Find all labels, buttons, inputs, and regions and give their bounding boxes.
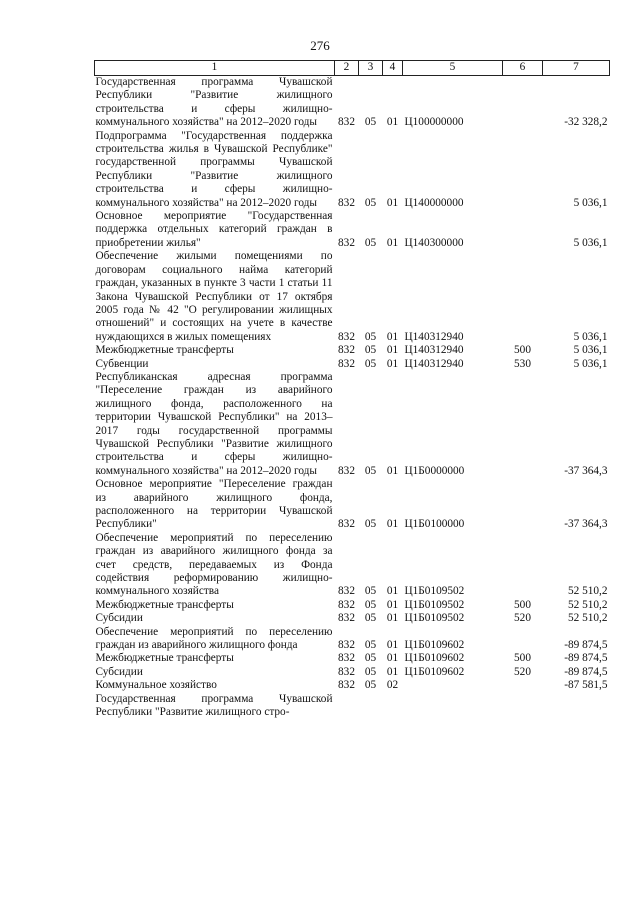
col-header-6: 6: [503, 61, 543, 76]
header-row: [95, 61, 610, 76]
row-amount: -89 874,5: [564, 665, 608, 678]
col-header-5: 5: [403, 61, 503, 76]
row-gov-code: 832: [338, 652, 355, 665]
row-section: 05: [364, 665, 377, 678]
row-amount: -37 364,3: [564, 464, 608, 477]
row-expense-type: [503, 130, 543, 210]
row-gov-code: 832: [338, 464, 355, 477]
row-target-article: Ц1Б0000000: [404, 464, 465, 477]
table-row: [95, 666, 610, 679]
row-amount: -32 328,2: [564, 116, 608, 129]
row-name: Межбюджетные трансферты: [95, 344, 234, 357]
row-name: Обеспечение мероприятий по переселению граждан из аварийного жилищного фонда за счет средств, передаваемых из Фонда содействия реформированию жилищно-коммунального хозяйства: [95, 531, 333, 598]
row-subsection: 01: [386, 652, 399, 665]
row-amount: 5 036,1: [573, 196, 608, 209]
table-header: [95, 61, 610, 76]
row-section: 05: [364, 518, 377, 531]
table-row: [95, 652, 610, 665]
row-gov-code: 832: [338, 679, 355, 692]
row-target-article: [403, 679, 503, 692]
row-subsection: 01: [386, 598, 399, 611]
row-name: Государственная программа Чувашской Республики "Развитие жилищного строительства и сферы жилищно-коммунального хозяйства" на 2012–2020 годы: [95, 76, 333, 129]
row-target-article: Ц1Б0100000: [404, 518, 465, 531]
col-header-4: 4: [383, 61, 403, 76]
row-expense-type: [503, 250, 543, 344]
row-amount: -87 581,5: [564, 679, 608, 692]
table-row: [95, 532, 610, 599]
row-subsection: 01: [386, 518, 399, 531]
row-target-article: Ц140312940: [404, 330, 464, 343]
row-expense-type: 500: [514, 652, 531, 665]
col-header-7: 7: [543, 61, 610, 76]
row-target-article: Ц140300000: [404, 236, 464, 249]
table-row: [95, 612, 610, 625]
table-row: [95, 344, 610, 357]
row-section: 05: [364, 585, 377, 598]
row-gov-code: 832: [338, 116, 355, 129]
row-gov-code: [335, 693, 359, 720]
row-name: Межбюджетные трансферты: [95, 598, 234, 611]
row-subsection: 01: [386, 330, 399, 343]
row-section: 05: [364, 652, 377, 665]
row-subsection: 01: [386, 116, 399, 129]
row-gov-code: 832: [338, 344, 355, 357]
row-name: Обеспечение жилыми помещениями по договорам социального найма категорий граждан, указанных в пункте 3 части 1 статьи 11 Закона Чувашской Республики от 17 октября 2005 года № 42 "О регулировании жилищных отношений" и состоящих на учете в качестве нуждающихся в жилых помещениях: [95, 250, 333, 343]
budget-table: [94, 60, 610, 720]
row-name: Основное мероприятие "Государственная поддержка отдельных категорий граждан в приобретении жилья": [95, 210, 333, 249]
row-name: Субсидии: [95, 665, 143, 678]
row-name: Подпрограмма "Государственная поддержка строительства жилья в Чувашской Республике" государственной программы Чувашской Республики "Развитие жилищного строительства и сферы жилищно-коммунального хозяйства" на 2012–2020 годы: [95, 129, 333, 209]
row-name: Государственная программа Чувашской Республики "Развитие жилищного стро-: [95, 692, 333, 719]
row-section: 05: [364, 236, 377, 249]
col-header-3: 3: [359, 61, 383, 76]
table-row: [95, 130, 610, 210]
row-name: Обеспечение мероприятий по переселению граждан из аварийного жилищного фонда: [95, 625, 333, 652]
row-target-article: Ц1Б0109502: [404, 612, 465, 625]
row-subsection: 02: [386, 679, 399, 692]
row-target-article: Ц1Б0109602: [404, 639, 465, 652]
row-expense-type: [503, 210, 543, 250]
row-expense-type: 520: [514, 665, 531, 678]
row-expense-type: [503, 478, 543, 532]
table-row: [95, 358, 610, 371]
row-gov-code: 832: [338, 585, 355, 598]
row-target-article: Ц1Б0109602: [404, 652, 465, 665]
col-header-2: 2: [335, 61, 359, 76]
row-amount: -37 364,3: [564, 518, 608, 531]
row-section: 05: [364, 612, 377, 625]
row-expense-type: [503, 532, 543, 599]
row-expense-type: [503, 679, 543, 692]
row-target-article: Ц100000000: [404, 116, 464, 129]
row-amount: 5 036,1: [573, 236, 608, 249]
row-subsection: 01: [386, 357, 399, 370]
row-name: Основное мероприятие "Переселение граждан из аварийного жилищного фонда, расположенного на территории Чувашской Республики": [95, 478, 333, 531]
row-expense-type: [503, 371, 543, 478]
row-target-article: Ц1Б0109502: [404, 598, 465, 611]
table-row: [95, 371, 610, 478]
row-subsection: 01: [386, 612, 399, 625]
row-amount: 52 510,2: [567, 598, 608, 611]
row-gov-code: 832: [338, 639, 355, 652]
row-amount: 5 036,1: [573, 330, 608, 343]
row-target-article: Ц140000000: [404, 196, 464, 209]
row-gov-code: 832: [338, 196, 355, 209]
table-row: [95, 210, 610, 250]
row-section: 05: [364, 639, 377, 652]
row-section: 05: [364, 464, 377, 477]
row-gov-code: 832: [338, 357, 355, 370]
row-amount: 52 510,2: [567, 585, 608, 598]
row-section: [359, 693, 383, 720]
row-amount: [543, 693, 610, 720]
row-section: 05: [364, 679, 377, 692]
row-section: 05: [364, 330, 377, 343]
row-section: 05: [364, 344, 377, 357]
row-target-article: Ц140312940: [404, 357, 464, 370]
row-name: Субсидии: [95, 612, 143, 625]
row-section: 05: [364, 598, 377, 611]
row-section: 05: [364, 116, 377, 129]
row-subsection: 01: [386, 236, 399, 249]
row-name: Субвенции: [95, 357, 149, 370]
row-expense-type: 500: [514, 344, 531, 357]
row-gov-code: 832: [338, 330, 355, 343]
row-amount: 5 036,1: [573, 344, 608, 357]
page-number: 276: [310, 38, 330, 53]
row-name: Коммунальное хозяйство: [95, 679, 217, 692]
row-gov-code: 832: [338, 236, 355, 249]
row-expense-type: [503, 693, 543, 720]
row-gov-code: 832: [338, 598, 355, 611]
table-row: [95, 679, 610, 692]
row-name: Республиканская адресная программа "Переселение граждан из аварийного жилищного фонда, расположенного на территории Чувашской Республики" на 2013–2017 годы государственной программы Чувашской Республики "Развитие жилищного строительства и сферы жилищно-коммунального хозяйства" на 2012–2020 годы: [95, 370, 333, 477]
table-row: [95, 250, 610, 344]
row-subsection: 01: [386, 196, 399, 209]
row-target-article: Ц1Б0109602: [404, 665, 465, 678]
row-expense-type: 530: [514, 357, 531, 370]
row-expense-type: [503, 76, 543, 130]
row-amount: 52 510,2: [567, 612, 608, 625]
row-gov-code: 832: [338, 612, 355, 625]
row-amount: 5 036,1: [573, 357, 608, 370]
row-expense-type: 520: [514, 612, 531, 625]
row-expense-type: [503, 626, 543, 653]
row-gov-code: 832: [338, 518, 355, 531]
row-target-article: [403, 693, 503, 720]
row-target-article: Ц140312940: [404, 344, 464, 357]
row-gov-code: 832: [338, 665, 355, 678]
row-expense-type: 500: [514, 598, 531, 611]
row-subsection: 01: [386, 639, 399, 652]
row-subsection: [383, 693, 403, 720]
row-subsection: 01: [386, 464, 399, 477]
row-target-article: Ц1Б0109502: [404, 585, 465, 598]
row-subsection: 01: [386, 344, 399, 357]
row-amount: -89 874,5: [564, 639, 608, 652]
table-row: [95, 599, 610, 612]
row-subsection: 01: [386, 665, 399, 678]
row-name: Межбюджетные трансферты: [95, 652, 234, 665]
table-row: [95, 693, 610, 720]
table-row: [95, 478, 610, 532]
row-amount: -89 874,5: [564, 652, 608, 665]
table-row: [95, 76, 610, 130]
row-section: 05: [364, 196, 377, 209]
row-subsection: 01: [386, 585, 399, 598]
col-header-1: 1: [95, 61, 335, 76]
table-body: [95, 76, 610, 720]
table-row: [95, 626, 610, 653]
row-section: 05: [364, 357, 377, 370]
